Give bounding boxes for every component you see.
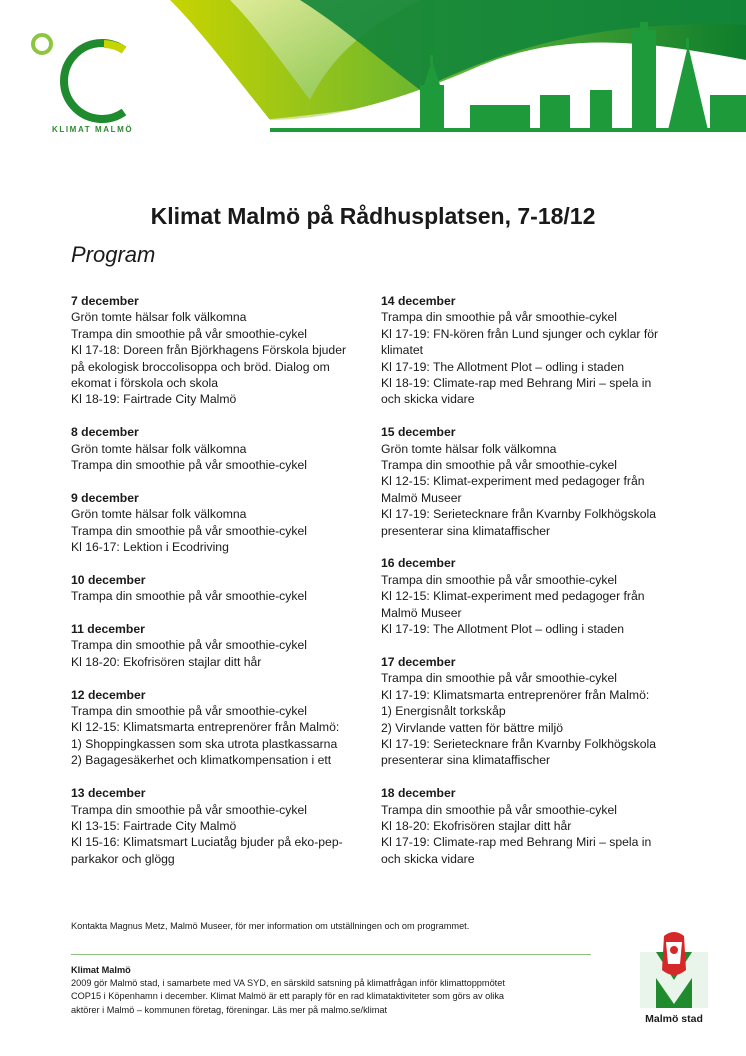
program-entry: Kl 13-15: Fairtrade City Malmö	[71, 818, 237, 833]
program-entry: Trampa din smoothie på vår smoothie-cykel	[71, 638, 307, 653]
program-day	[71, 687, 371, 769]
program-day	[71, 621, 371, 670]
about-line: aktörer i Malmö – kommunen företag, föreningar. Läs mer på malmo.se/klimat	[71, 1004, 388, 1015]
about-title: Klimat Malmö	[71, 965, 131, 975]
program-entry: Kl 12-15: Klimatsmarta entreprenörer från Malmö:	[71, 720, 340, 735]
program-entry: Kl 18-20: Ekofrisören stajlar ditt hår	[71, 654, 262, 669]
program-entry: 1) Shoppingkassen som ska utrota plastkassarna	[71, 736, 338, 751]
program-left-column	[71, 293, 371, 884]
program-entry: Kl 17-19: The Allotment Plot – odling i staden	[381, 359, 624, 374]
program-entry: Kl 17-18: Doreen från Björkhagens Förskola bjuder	[71, 343, 347, 358]
program-entry: Kl 17-19: The Allotment Plot – odling i staden	[381, 622, 624, 637]
malmo-stad-wordmark: Malmö stad	[645, 1013, 703, 1025]
program-entry: Kl 18-19: Fairtrade City Malmö	[71, 392, 237, 407]
klimat-malmo-logo	[28, 30, 158, 140]
program-entry: Trampa din smoothie på vår smoothie-cykel	[71, 704, 307, 719]
program-entry: Trampa din smoothie på vår smoothie-cykel	[381, 458, 617, 473]
program-day	[381, 654, 681, 769]
program-entry: Kl 17-19: FN-kören från Lund sjunger och cyklar för	[381, 326, 659, 341]
program-entry: och skicka vidare	[381, 851, 475, 866]
program-day	[71, 785, 371, 867]
program-entry: Grön tomte hälsar folk välkomna	[71, 441, 247, 456]
program-entry: Grön tomte hälsar folk välkomna	[71, 507, 247, 522]
program-entry: Trampa din smoothie på vår smoothie-cykel	[381, 802, 617, 817]
program-entry: Trampa din smoothie på vår smoothie-cykel	[71, 589, 307, 604]
program-entry: 1) Energisnålt torkskåp	[381, 704, 506, 719]
program-entry: ekomat i förskola och skola	[71, 376, 218, 391]
malmo-stad-logo	[636, 930, 712, 1010]
program-entry: 2) Bagagesäkerhet och klimatkompensation i ett	[71, 753, 332, 768]
program-day-date: 16 december	[381, 556, 456, 571]
program-day-date: 17 december	[381, 654, 456, 669]
program-day-date: 18 december	[381, 786, 456, 801]
about-line: COP15 i Köpenhamn i december. Klimat Malmö är ett paraply för en rad klimataktiviteter som görs av olika	[71, 991, 505, 1002]
page-title: Klimat Malmö på Rådhusplatsen, 7-18/12	[150, 203, 596, 229]
program-day	[381, 293, 681, 408]
program-entry: Kl 15-16: Klimatsmart Luciatåg bjuder på eko-pep-	[71, 835, 343, 850]
program-entry: Kl 12-15: Klimat-experiment med pedagoger från	[381, 589, 645, 604]
program-entry: Malmö Museer	[381, 490, 462, 505]
logo-wordmark: KLIMAT MALMÖ	[52, 125, 134, 134]
program-day	[71, 572, 371, 605]
program-entry: och skicka vidare	[381, 392, 475, 407]
program-day-date: 15 december	[381, 425, 456, 440]
program-day-date: 13 december	[71, 786, 146, 801]
program-day	[71, 293, 371, 408]
program-day	[381, 424, 681, 539]
program-entry: Malmö Museer	[381, 605, 462, 620]
program-day-date: 11 december	[71, 622, 145, 637]
program-day-date: 9 december	[71, 490, 139, 505]
program-entry: Kl 18-20: Ekofrisören stajlar ditt hår	[381, 818, 572, 833]
program-entry: Kl 12-15: Klimat-experiment med pedagoger från	[381, 474, 645, 489]
program-day-date: 7 december	[71, 294, 139, 308]
program-entry: Trampa din smoothie på vår smoothie-cykel	[381, 572, 617, 587]
program-day	[71, 490, 371, 556]
program-entry: på ekologisk broccolisoppa och bröd. Dialog om	[71, 359, 330, 374]
program-day-date: 12 december	[71, 687, 146, 702]
about-section	[71, 964, 571, 1017]
program-entry: klimatet	[381, 343, 423, 358]
program-day	[381, 785, 681, 867]
program-entry: presenterar sina klimataffischer	[381, 753, 551, 768]
program-entry: Trampa din smoothie på vår smoothie-cykel	[71, 802, 307, 817]
program-day-date: 14 december	[381, 294, 456, 308]
about-line: 2009 gör Malmö stad, i samarbete med VA SYD, en särskild satsning på klimatfrågan inför klimattoppmötet	[71, 978, 505, 989]
program-entry: Trampa din smoothie på vår smoothie-cykel	[71, 523, 307, 538]
program-entry: Grön tomte hälsar folk välkomna	[71, 310, 247, 325]
program-entry: Kl 18-19: Climate-rap med Behrang Miri – spela in	[381, 376, 652, 391]
program-entry: Kl 17-19: Serietecknare från Kvarnby Folkhögskola	[381, 736, 657, 751]
footer-divider	[71, 954, 591, 955]
program-entry: Kl 17-19: Klimatsmarta entreprenörer från Malmö:	[381, 687, 650, 702]
program-entry: Kl 17-19: Climate-rap med Behrang Miri – spela in	[381, 835, 652, 850]
program-entry: Trampa din smoothie på vår smoothie-cykel	[71, 326, 307, 341]
program-entry: Trampa din smoothie på vår smoothie-cykel	[381, 671, 617, 686]
program-entry: Kl 16-17: Lektion i Ecodriving	[71, 540, 229, 555]
program-day-date: 10 december	[71, 572, 146, 587]
page-subtitle: Program	[71, 242, 156, 267]
program-entry: Grön tomte hälsar folk välkomna	[381, 441, 557, 456]
program-day	[381, 555, 681, 637]
program-day-date: 8 december	[71, 425, 139, 440]
contact-note: Kontakta Magnus Metz, Malmö Museer, för mer information om utställningen och om programmet.	[71, 921, 470, 931]
program-entry: Trampa din smoothie på vår smoothie-cykel	[71, 458, 307, 473]
program-entry: Kl 17-19: Serietecknare från Kvarnby Folkhögskola	[381, 507, 657, 522]
program-entry: Trampa din smoothie på vår smoothie-cykel	[381, 310, 617, 325]
program-right-column	[381, 293, 681, 884]
program-day	[71, 424, 371, 473]
program-entry: presenterar sina klimataffischer	[381, 523, 551, 538]
program-entry: parkakor och glögg	[71, 851, 175, 866]
program-entry: 2) Virvlande vatten för bättre miljö	[381, 720, 563, 735]
